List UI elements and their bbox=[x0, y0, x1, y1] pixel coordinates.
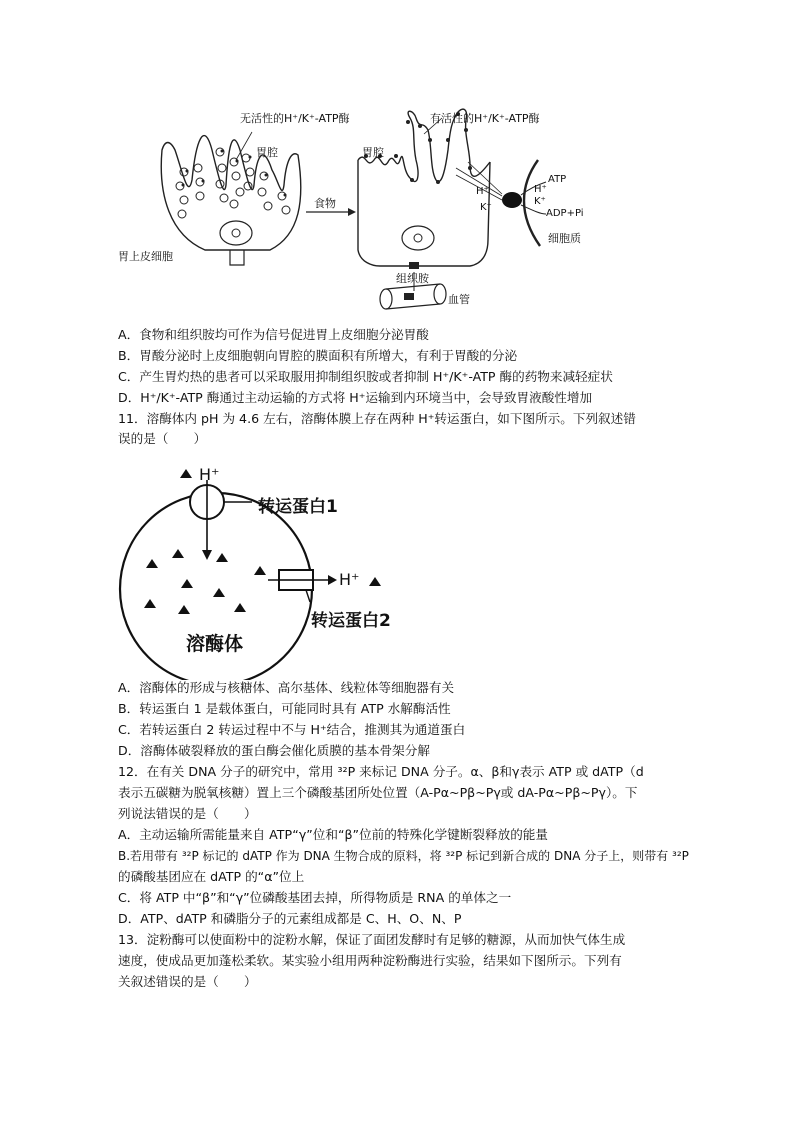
label-histamine: 组织胺 bbox=[396, 272, 429, 285]
label-h-top: H⁺ bbox=[199, 465, 220, 484]
label-transporter2: 转运蛋白2 bbox=[311, 611, 391, 631]
right-epithelial-cell bbox=[358, 160, 490, 266]
q11-option-b: B．转运蛋白 1 是载体蛋白，可能同时具有 ATP 水解酶活性 bbox=[118, 701, 451, 716]
left-nucleus bbox=[220, 221, 252, 245]
label-gastric-lumen-right: 胃腔 bbox=[362, 146, 384, 159]
label-gastric-lumen-left: 胃腔 bbox=[256, 146, 278, 159]
q12-stem-line2: 表示五碳糖为脱氧核糖）置上三个磷酸基团所处位置（A-Pα~Pβ~Pγ或 dA-Pα~Pβ~Pγ）。下 bbox=[118, 785, 638, 800]
q13-stem-line2: 速度，使成品更加蓬松柔软。某实验小组用两种淀粉酶进行实验，结果如下图所示。下列有 bbox=[118, 953, 622, 968]
label-k-plus-left: K⁺ bbox=[480, 202, 492, 213]
blood-vessel bbox=[380, 284, 446, 309]
q12-option-a: A．主动运输所需能量来自 ATP“γ”位和“β”位前的特殊化学键断裂释放的能量 bbox=[118, 827, 548, 842]
label-lysosome: 溶酶体 bbox=[186, 633, 244, 655]
q11-option-a: A．溶酶体的形成与核糖体、高尔基体、线粒体等细胞器有关 bbox=[118, 680, 455, 695]
label-food: 食物 bbox=[314, 197, 336, 210]
h-ion-triangle-right bbox=[369, 577, 381, 586]
pump-protein bbox=[502, 192, 522, 208]
q10-option-a: A．食物和组织胺均可作为信号促进胃上皮细胞分泌胃酸 bbox=[118, 327, 429, 342]
label-epithelial-cell: 胃上皮细胞 bbox=[118, 250, 173, 263]
figure-lysosome bbox=[0, 440, 794, 680]
label-cytoplasm: 细胞质 bbox=[548, 232, 581, 245]
h-ion-triangles-inside bbox=[144, 549, 266, 614]
q11-stem-line1: 11．溶酶体内 pH 为 4.6 左右，溶酶体膜上存在两种 H⁺转运蛋白，如下图所示。下列叙述错 bbox=[118, 411, 636, 426]
label-active-enzyme: 有活性的H⁺/K⁺-ATP酶 bbox=[430, 112, 540, 125]
label-h-plus-left: H⁺ bbox=[476, 186, 489, 197]
label-h-plus-right: H⁺ bbox=[534, 184, 547, 195]
label-blood-vessel: 血管 bbox=[448, 293, 470, 306]
h-ion-triangle-top bbox=[180, 469, 192, 478]
q12-option-b: B.若用带有 ³²P 标记的 dATP 作为 DNA 生物合成的原料，将 ³²P 标记到新合成的 DNA 分子上，则带有 ³²P bbox=[118, 849, 689, 863]
label-inactive-enzyme: 无活性的H⁺/K⁺-ATP酶 bbox=[240, 112, 350, 125]
histamine-block bbox=[409, 262, 419, 269]
q11-option-d: D．溶酶体破裂释放的蛋白酶会催化质膜的基本骨架分解 bbox=[118, 743, 430, 758]
label-atp: ATP bbox=[548, 174, 567, 185]
q11-option-c: C．若转运蛋白 2 转运过程中不与 H⁺结合，推测其为通道蛋白 bbox=[118, 722, 466, 737]
label-k-plus-right: K⁺ bbox=[534, 196, 546, 207]
q11-stem-line2: 误的是（ ） bbox=[118, 431, 207, 446]
q13-stem-line1: 13．淀粉酶可以使面粉中的淀粉水解，保证了面团发酵时有足够的糖源，从而加快气体生成 bbox=[118, 932, 626, 947]
q13-stem-line3: 关叙述错误的是（ ） bbox=[118, 974, 257, 989]
q10-option-d: D．H⁺/K⁺-ATP 酶通过主动运输的方式将 H⁺运输到内环境当中，会导致胃液酸性增加 bbox=[118, 390, 593, 405]
label-h-right: H⁺ bbox=[339, 570, 360, 589]
label-transporter1: 转运蛋白1 bbox=[258, 497, 338, 517]
q10-option-b: B．胃酸分泌时上皮细胞朝向胃腔的膜面积有所增大，有利于胃酸的分泌 bbox=[118, 348, 518, 363]
right-nucleus bbox=[402, 226, 434, 250]
q10-option-c: C．产生胃灼热的患者可以采取服用抑制组织胺或者抑制 H⁺/K⁺-ATP 酶的药物来减轻症状 bbox=[118, 369, 613, 384]
q12-option-c: C．将 ATP 中“β”和“γ”位磷酸基团去掉，所得物质是 RNA 的单体之一 bbox=[118, 890, 512, 905]
label-adp-pi: ADP+Pi bbox=[546, 208, 584, 219]
q12-option-d: D．ATP、dATP 和磷脂分子的元素组成都是 C、H、O、N、P bbox=[118, 911, 462, 926]
q12-stem-line3: 列说法错误的是（ ） bbox=[118, 806, 257, 821]
q12-option-b-cont: 的磷酸基团应在 dATP 的“α”位上 bbox=[118, 869, 305, 884]
q12-stem-line1: 12．在有关 DNA 分子的研究中，常用 ³²P 来标记 DNA 分子。α、β和γ表示 ATP 或 dATP（d bbox=[118, 764, 644, 779]
